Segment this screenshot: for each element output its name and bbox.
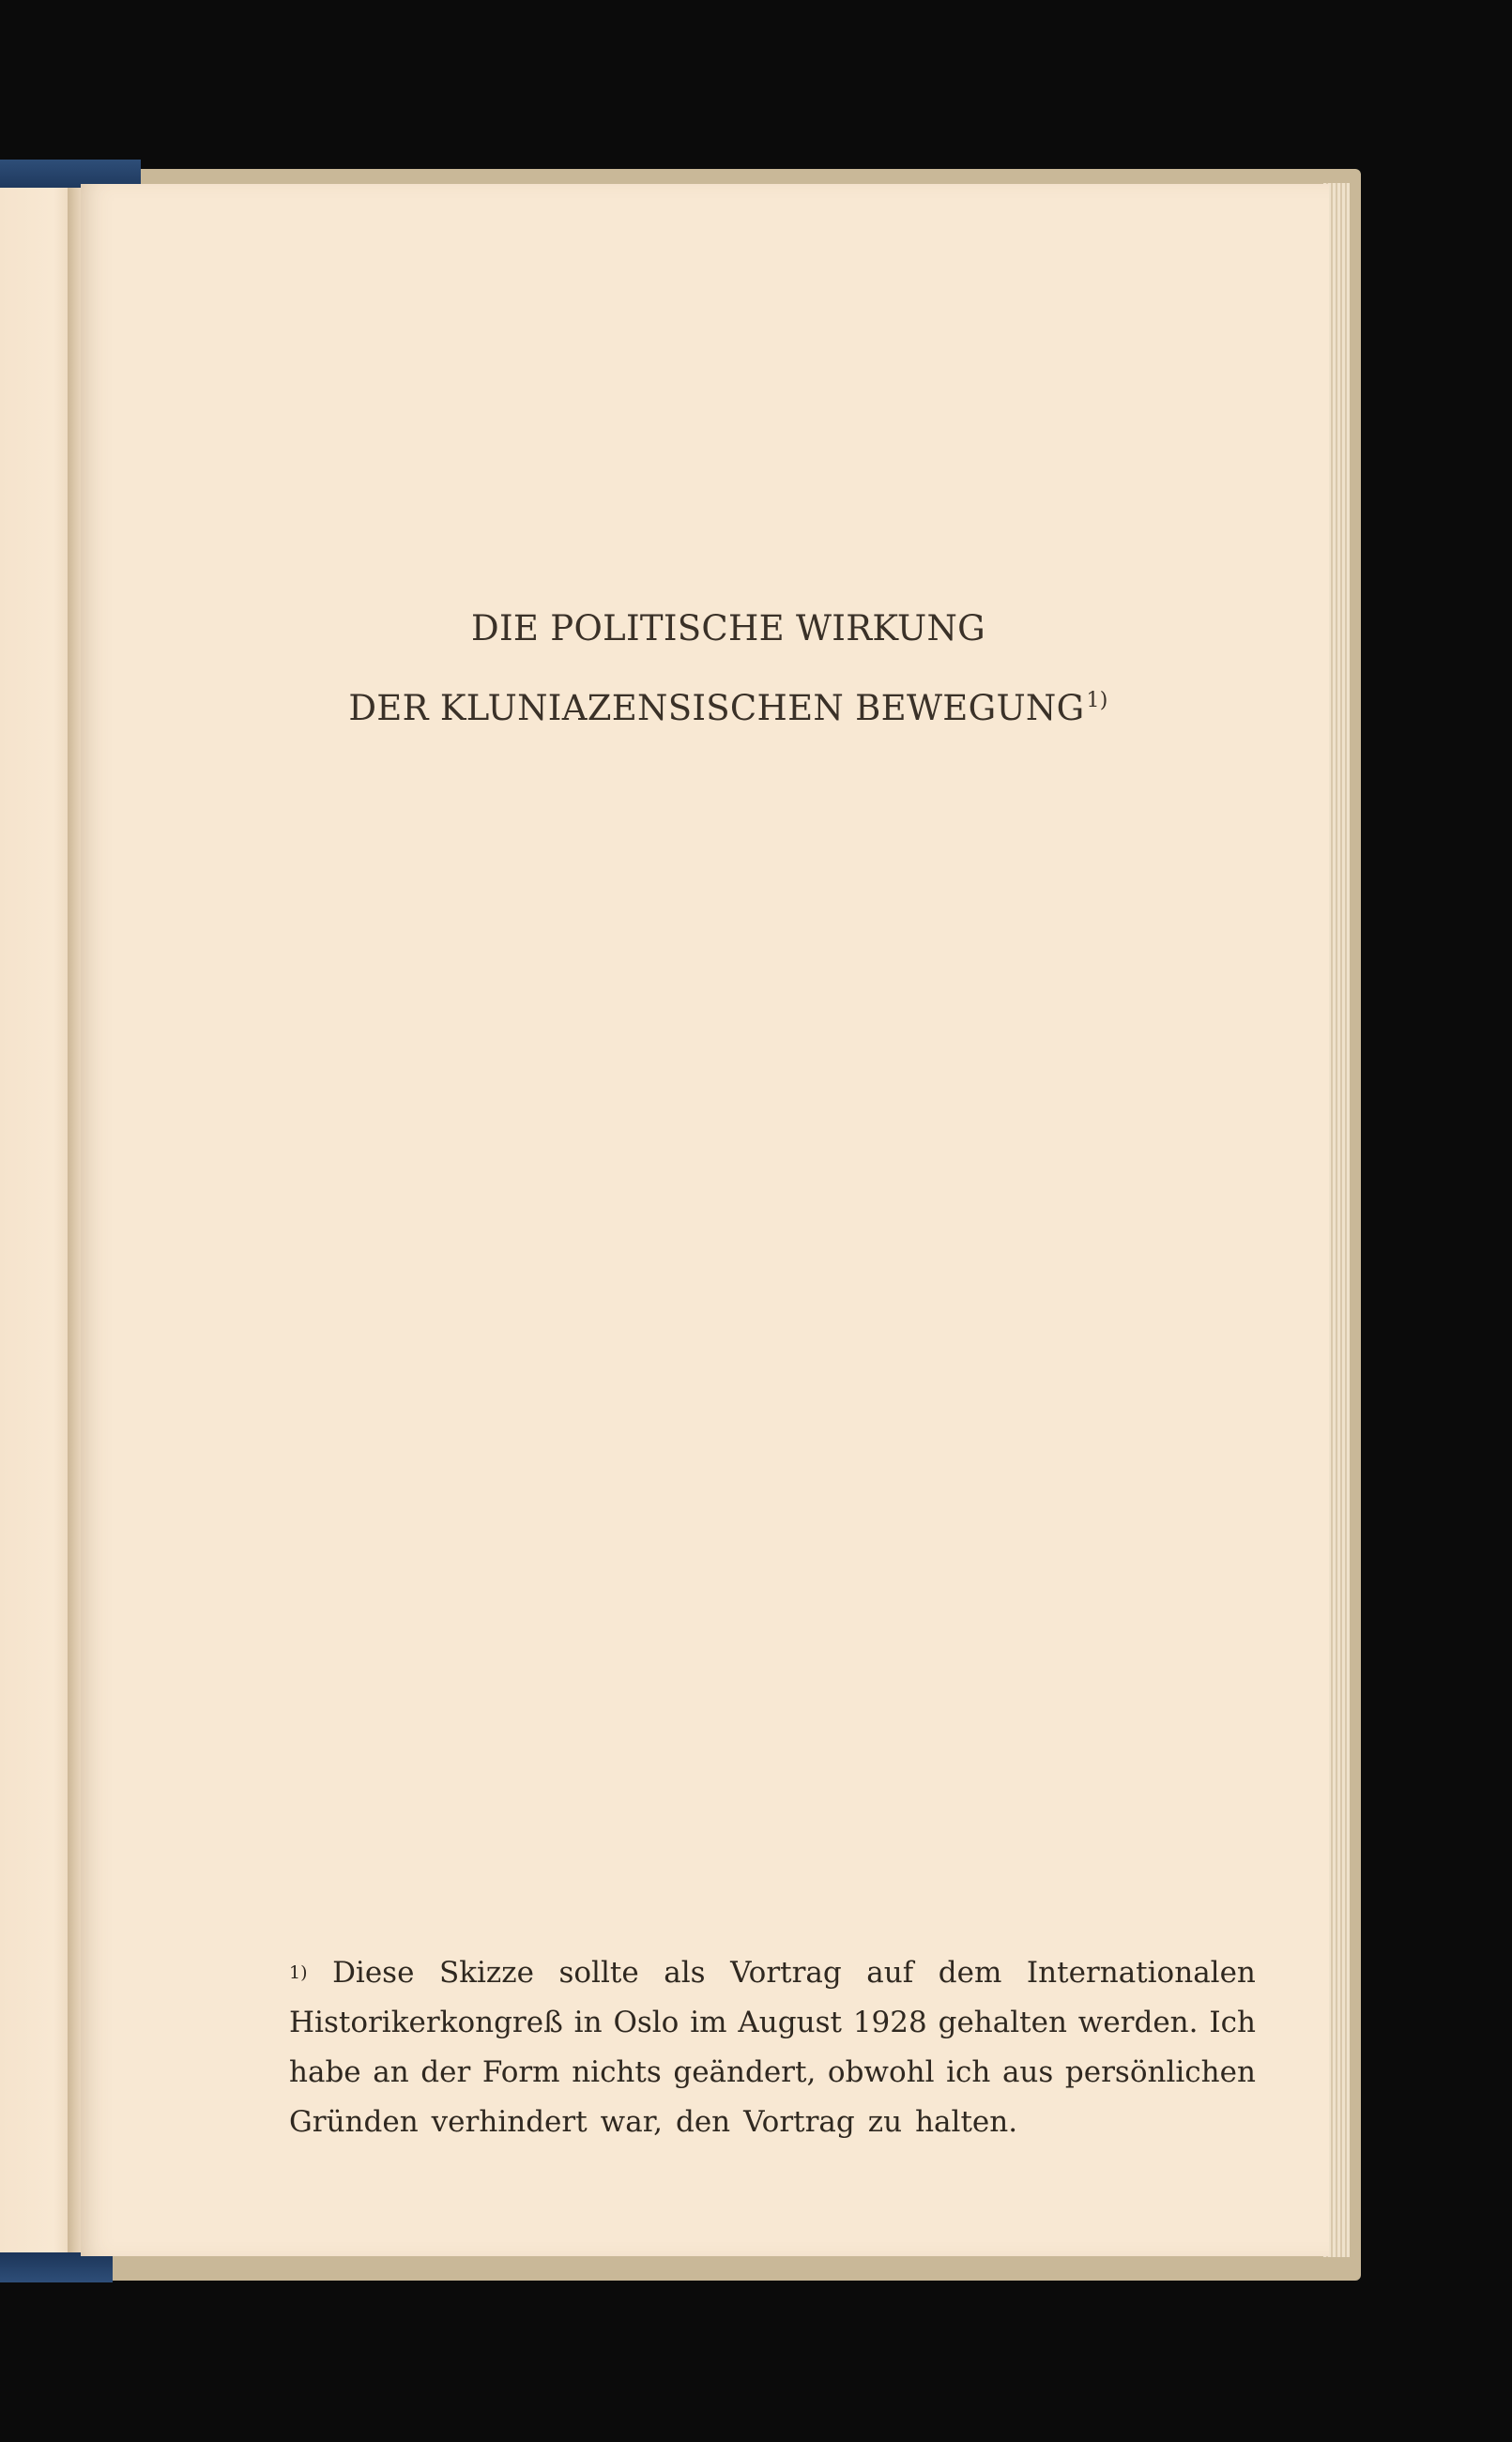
- footnote-word: den: [675, 2105, 731, 2139]
- chapter-title-line-1: [81, 608, 1376, 649]
- footnote-line: [289, 2048, 1256, 2098]
- footnote-word: geändert,: [673, 2055, 817, 2089]
- left-page: [0, 188, 77, 2252]
- footnote: [289, 1948, 1256, 2147]
- footnote-word: als: [664, 1956, 706, 1990]
- footnote-word: Oslo: [613, 2006, 680, 2039]
- footnote-word: in: [573, 2006, 603, 2039]
- footnote-word: Historikerkongreß: [289, 2006, 563, 2039]
- footnote-word: ich: [946, 2055, 991, 2089]
- footnote-word: obwohl: [827, 2055, 935, 2089]
- footnote-marker: 1): [289, 1962, 308, 1983]
- footnote-line: [289, 2098, 1256, 2147]
- footnote-word: Diese: [332, 1956, 415, 1990]
- footnote-word: Vortrag: [743, 2105, 855, 2139]
- footnote-word: gehalten: [938, 2006, 1067, 2039]
- footnote-word: August: [738, 2006, 842, 2039]
- footnote-word: zu: [867, 2105, 903, 2139]
- footnote-word: der: [420, 2055, 471, 2089]
- chapter-title-line-2: [81, 688, 1376, 728]
- footnote-word: persönlichen: [1064, 2055, 1256, 2089]
- footnote-word: war,: [600, 2105, 663, 2139]
- footnote-word: sollte: [558, 1956, 639, 1990]
- footnote-word: Internationalen: [1026, 1956, 1256, 1990]
- footnote-line: [289, 1998, 1256, 2048]
- footnote-word: verhindert: [431, 2105, 588, 2139]
- footnote-word: Ich: [1209, 2006, 1256, 2039]
- title-text: DER KLUNIAZENSISCHEN BEWEGUNG: [348, 688, 1085, 728]
- footnote-reference: 1): [1086, 689, 1108, 712]
- footnote-word: halten.: [915, 2105, 1018, 2139]
- footnote-word: nichts: [572, 2055, 662, 2089]
- footnote-word: Form: [481, 2055, 560, 2089]
- title-text: DIE POLITISCHE WIRKUNG: [471, 608, 985, 649]
- right-page: [81, 184, 1329, 2256]
- footnote-word: aus: [1001, 2055, 1054, 2089]
- footnote-word: Gründen: [289, 2105, 419, 2139]
- footnote-word: im: [690, 2006, 727, 2039]
- footnote-word: auf: [866, 1956, 914, 1990]
- footnote-word: werden.: [1077, 2006, 1199, 2039]
- footnote-word: 1928: [852, 2006, 927, 2039]
- footnote-line: [289, 1948, 1256, 1998]
- cover-cloth-edge: [0, 2252, 113, 2282]
- footnote-word: Vortrag: [730, 1956, 842, 1990]
- footnote-word: habe: [289, 2055, 361, 2089]
- footnote-word: dem: [938, 1956, 1002, 1990]
- footnote-word: Skizze: [438, 1956, 534, 1990]
- footnote-word: an: [373, 2055, 409, 2089]
